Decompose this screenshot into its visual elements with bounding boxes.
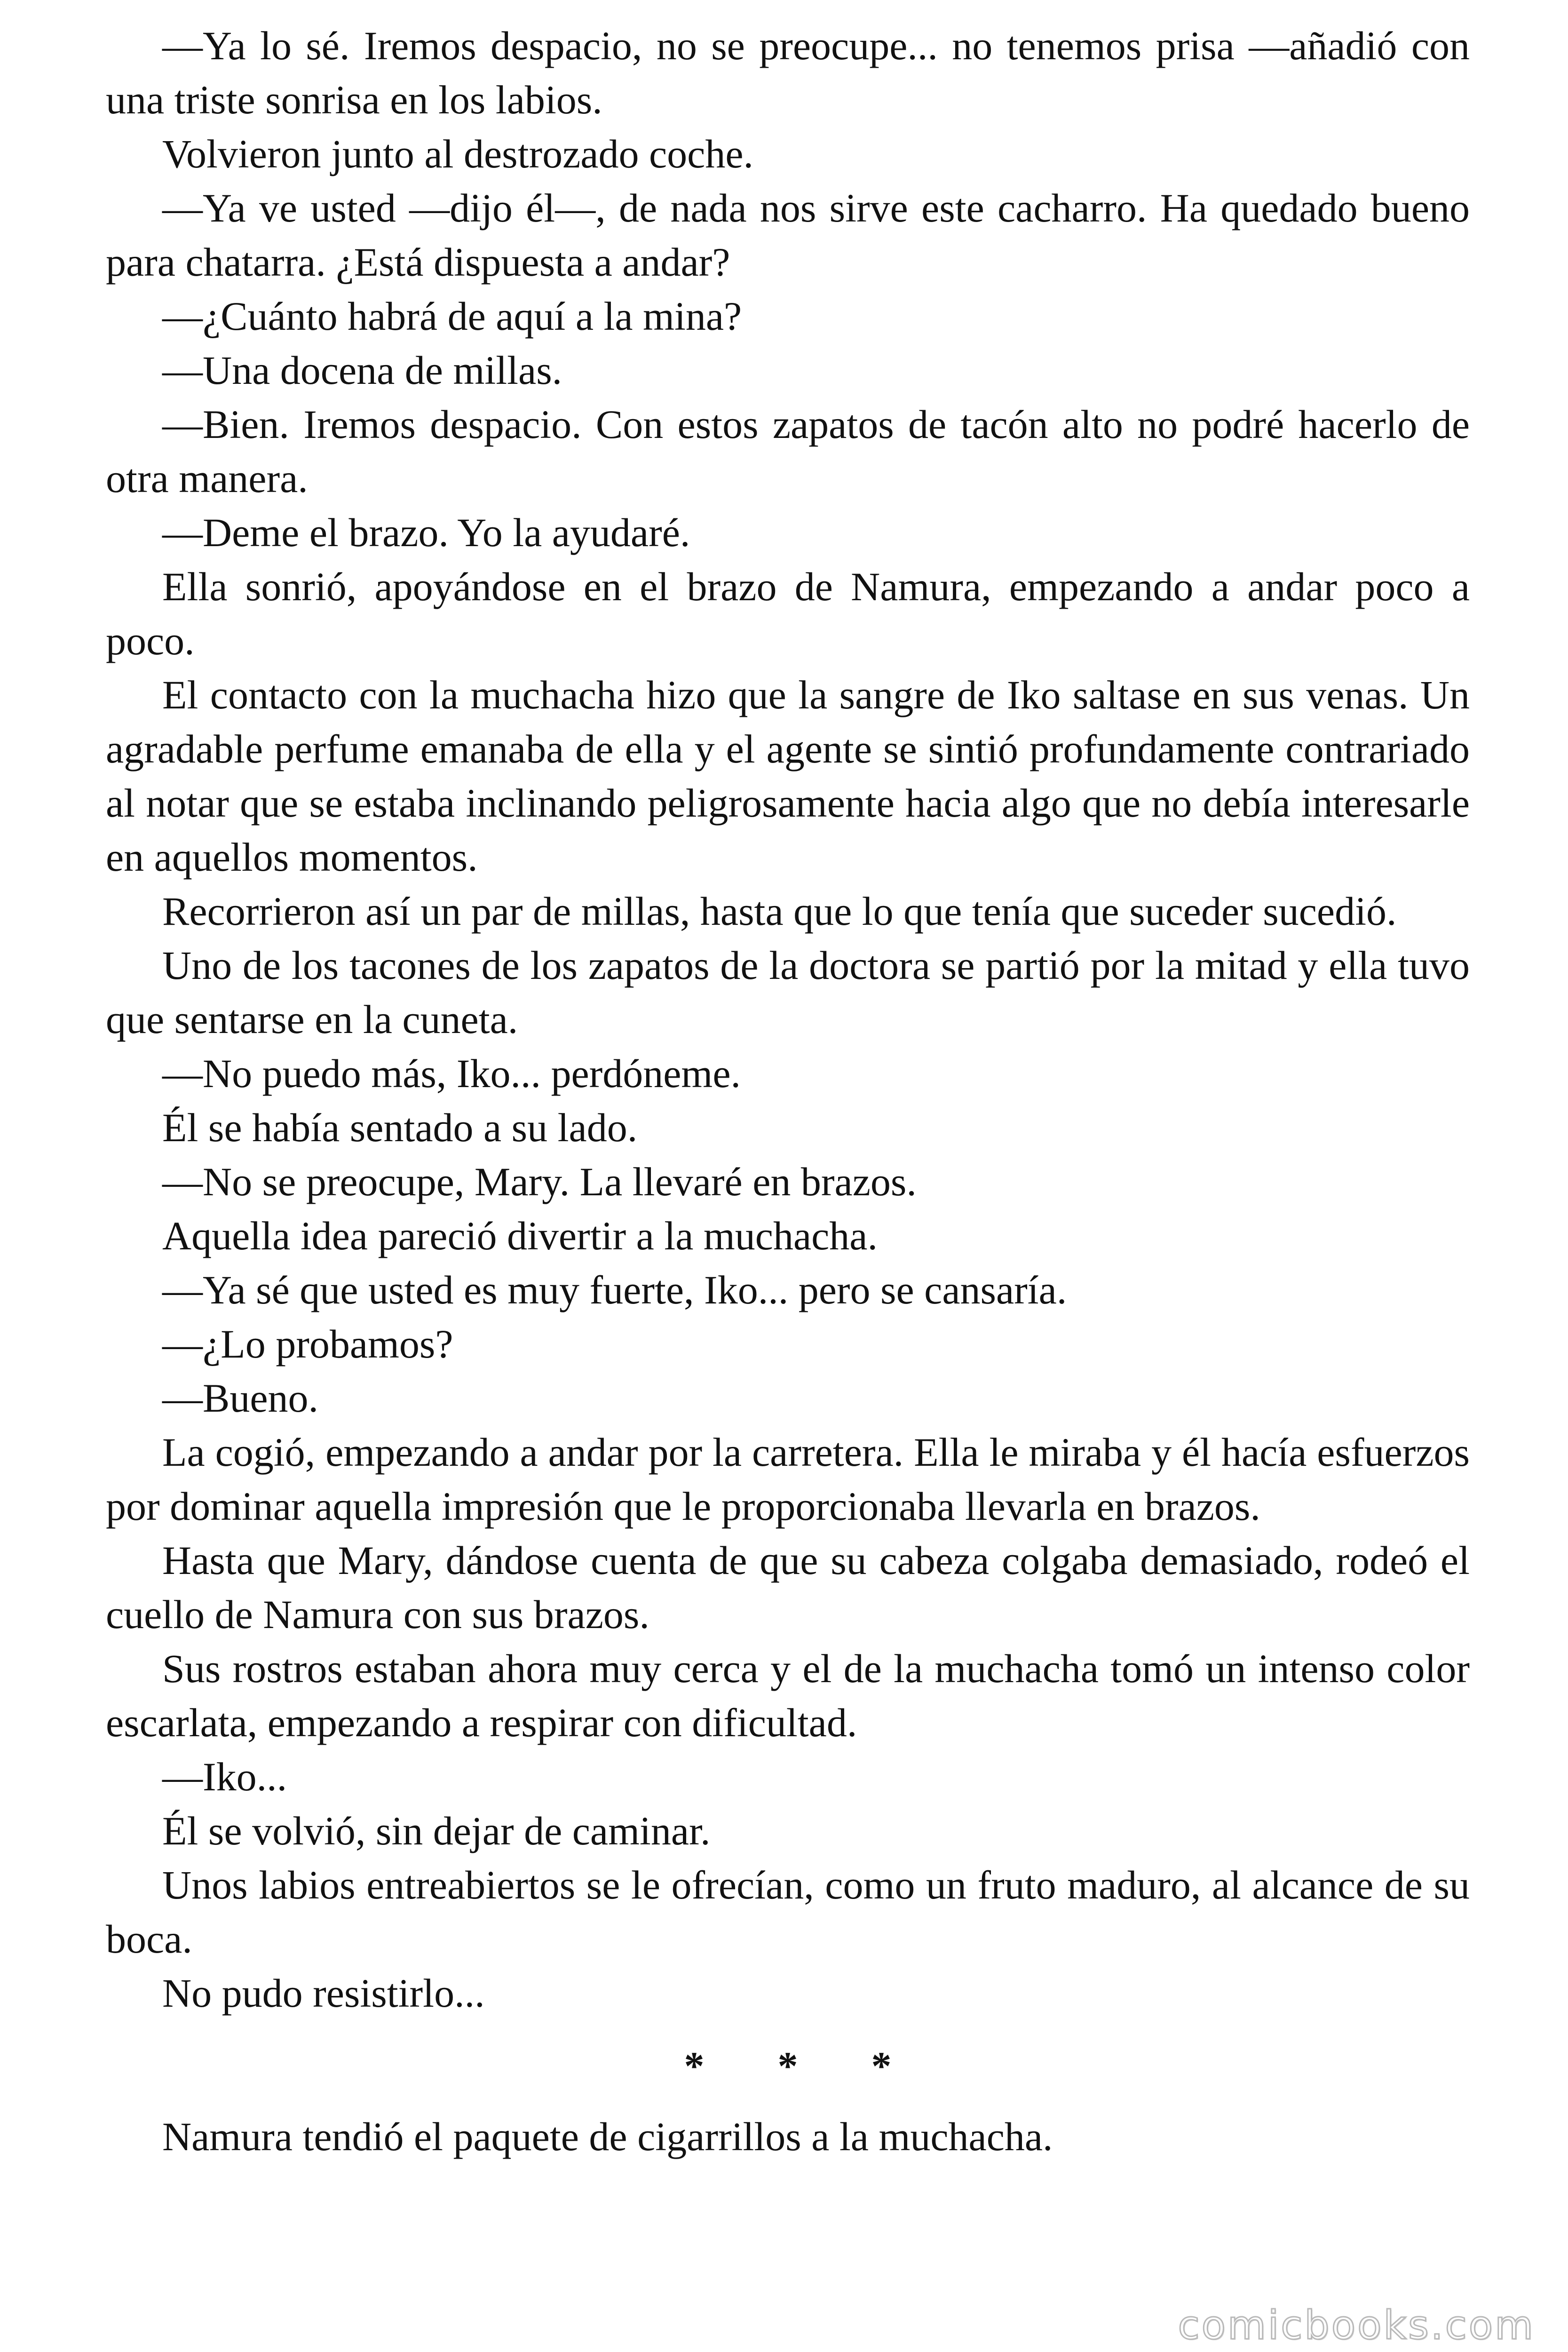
document-page — [106, 19, 1470, 2164]
paragraph: Él se volvió, sin dejar de caminar. — [162, 1808, 711, 1853]
paragraph: —¿Cuánto habrá de aquí a la mina? — [162, 294, 742, 339]
separator-asterisk: * — [871, 2043, 892, 2089]
paragraph: —No puedo más, Iko... perdóneme. — [162, 1051, 741, 1096]
paragraph: Recorrieron así un par de millas, hasta que lo que tenía que suceder sucedió. — [162, 889, 1397, 934]
paragraph: Volvieron junto al destrozado coche. — [162, 131, 753, 176]
paragraph: La cogió, empezando a andar por la carretera. Ella le miraba y él hacía esfuerzos por dominar aquella impresión que le proporcionaba llevarla en brazos. — [106, 1430, 1470, 1529]
paragraph: Aquella idea pareció divertir a la muchacha. — [162, 1213, 878, 1258]
paragraph: —Ya ve usted —dijo él—, de nada nos sirve este cacharro. Ha quedado bueno para chatarra. ¿Está dispuesta a andar? — [106, 185, 1470, 285]
separator-asterisk: * — [777, 2043, 798, 2089]
closing-paragraph: Namura tendió el paquete de cigarrillos a la muchacha. — [162, 2114, 1053, 2159]
paragraph: —Ya lo sé. Iremos despacio, no se preocupe... no tenemos prisa —añadió con una triste sonrisa en los labios. — [106, 23, 1470, 122]
paragraph: —Deme el brazo. Yo la ayudaré. — [162, 510, 690, 555]
paragraph: Uno de los tacones de los zapatos de la doctora se partió por la mitad y ella tuvo que sentarse en la cuneta. — [106, 943, 1470, 1042]
paragraph: —Iko... — [162, 1754, 287, 1799]
separator-asterisk: * — [684, 2043, 705, 2089]
paragraph: —¿Lo probamos? — [162, 1321, 453, 1367]
paragraph: Sus rostros estaban ahora muy cerca y el de la muchacha tomó un intenso color escarlata, empezando a respirar con dificultad. — [106, 1646, 1470, 1745]
paragraph: Unos labios entreabiertos se le ofrecían, como un fruto maduro, al alcance de su boca. — [106, 1862, 1470, 1962]
paragraph: —Bien. Iremos despacio. Con estos zapatos de tacón alto no podré hacerlo de otra manera. — [106, 402, 1470, 501]
paragraph: —No se preocupe, Mary. La llevaré en brazos. — [162, 1159, 917, 1204]
paragraph: Ella sonrió, apoyándose en el brazo de Namura, empezando a andar poco a poco. — [106, 564, 1470, 663]
watermark-text: comicbooks.com — [1178, 2302, 1535, 2348]
section-separator — [106, 2039, 1470, 2093]
paragraph: Hasta que Mary, dándose cuenta de que su cabeza colgaba demasiado, rodeó el cuello de Namura con sus brazos. — [106, 1538, 1470, 1637]
paragraph: —Ya sé que usted es muy fuerte, Iko... pero se cansaría. — [162, 1267, 1067, 1312]
paragraph: Él se había sentado a su lado. — [162, 1105, 638, 1150]
paragraph: —Una docena de millas. — [162, 348, 562, 393]
paragraph: No pudo resistirlo... — [162, 1971, 485, 2016]
paragraph: El contacto con la muchacha hizo que la sangre de Iko saltase en sus venas. Un agradable perfume emanaba de ella y el agente se sintió profundamente contrariado al notar que se estaba inclinando peligrosamente hacia algo que no debía interesarle en aquellos momentos. — [106, 672, 1470, 880]
paragraph: —Bueno. — [162, 1375, 319, 1421]
